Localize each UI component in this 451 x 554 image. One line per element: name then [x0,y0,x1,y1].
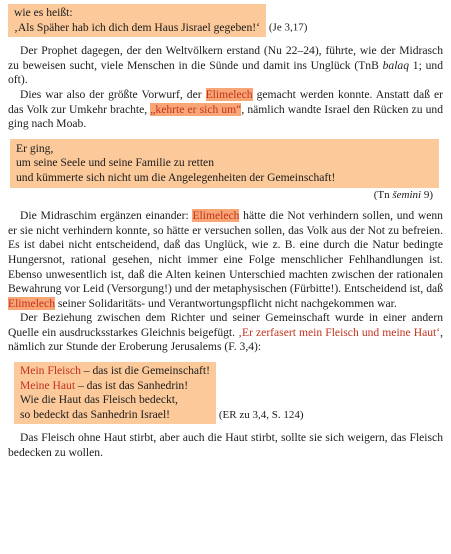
quote-3-line [20,379,210,394]
quote-3-line: so bedeckt das Sanhedrin Israel! [20,407,171,421]
quote-block-3 [14,362,443,424]
top-quote-source: (Je 3,17) [268,21,308,34]
paragraph-2-part1: Dies war also der größte Vorwurf, der [20,87,206,101]
paragraph-2-part3: , nämlich wandte Israel den Rücken zu und ging nach Moab. [8,102,443,131]
quote-2-source-pre: (Tn [373,188,393,201]
paragraph-3-part2: hätte die Not verhindern sollen, und wenn er sie nicht verhindern konnte, so hätte er versuchen sollen, das Volk aus der Not zu befreien. Es ist dabei nicht entscheidend, daß das Unglück, wie z. B. eine durch die Natur bedingte Hungersnot, rational gesehen, nicht immer eine Folge menschlicher Fehlhandlungen ist. Ebenso unwesentlich ist, daß die Alten keinen Unterschied machten zwischen der rationalen Bewahrung vor Leid (Versorgung!) und der metaphysischen (Fürbitte!). Entscheidend ist, daß [8,209,443,296]
paragraph-1-end: 1; und oft). [8,58,443,87]
quote-3-highlight [14,362,216,424]
quote-3-line: Wie die Haut das Fleisch bedeckt, [20,393,178,407]
top-quote [8,4,443,37]
paragraph-3-part1: Die Midraschim ergänzen einander: [20,209,193,223]
name-elimelech: Elimelech [8,296,55,310]
quote-3-red: Mein Fleisch [20,364,81,378]
phrase-kehrte-er-sich-um: „kehrte er sich um“ [150,102,242,116]
quote-2-line: Er ging, [16,141,54,155]
quote-2-source-post: 9) [421,188,433,201]
paragraph-5: Das Fleisch ohne Haut stirbt, aber auch die Haut stirbt, sollte sie sich weigern, das Fleisch bedecken zu wollen. [8,431,443,460]
paragraph-4-part2: , nämlich zur Stunde der Eroberung Jerusalems (F. 3,4): [8,325,444,354]
paragraph-4 [8,311,443,355]
quote-3-source: (ER zu 3,4, S. 124) [218,408,304,421]
quote-2-source [8,188,443,203]
paragraph-1 [8,44,443,88]
name-elimelech: Elimelech [205,87,253,101]
paragraph-3 [8,209,443,311]
top-quote-line2: ‚Als Späher hab ich dich dem Haus Jisrael gegeben!‘ [14,20,260,34]
quote-3-line [20,364,210,379]
quote-2-line: und kümmerte sich nicht um die Angelegenheiten der Gemeinschaft! [16,170,336,184]
paragraph-1-italic: balaq [382,58,410,72]
name-elimelech: Elimelech [192,209,240,223]
paragraph-2 [8,88,443,132]
paragraph-2-part2: gemacht werden konnte. Anstatt daß er das Volk zur Umkehr brachte, [8,87,443,116]
quote-3-red: Meine Haut [20,378,76,392]
quote-2-source-italic: šemini [392,188,422,201]
quote-fleisch-haut: ‚Er zerfasert mein Fleisch und meine Haut‘ [238,325,441,339]
quote-3-rest: – das ist die Gemeinschaft! [80,364,210,378]
quote-block-2 [10,139,439,188]
quote-2-line: um seine Seele und seine Familie zu retten [16,156,214,170]
top-quote-highlight [8,4,266,37]
paragraph-4-part1: Der Beziehung zwischen dem Richter und seiner Gemeinschaft wurde in einer andern Quelle ein ausdrucksstarkes Gleichnis beigefügt. [8,311,443,339]
paragraph-3-part3: seiner Solidaritäts- und Verantwortungspflicht nicht nachgekommen war. [55,296,397,310]
paragraph-1-text: Der Prophet dagegen, der den Weltvölkern erstand (Nu 22–24), führte, wie der Midrasch zu beweisen sucht, viele Menschen in die Sünde und damit ins Unglück (TnB [8,44,443,72]
quote-3-rest: – das ist das Sanhedrin! [75,378,189,392]
top-quote-line1: wie es heißt: [14,6,73,19]
